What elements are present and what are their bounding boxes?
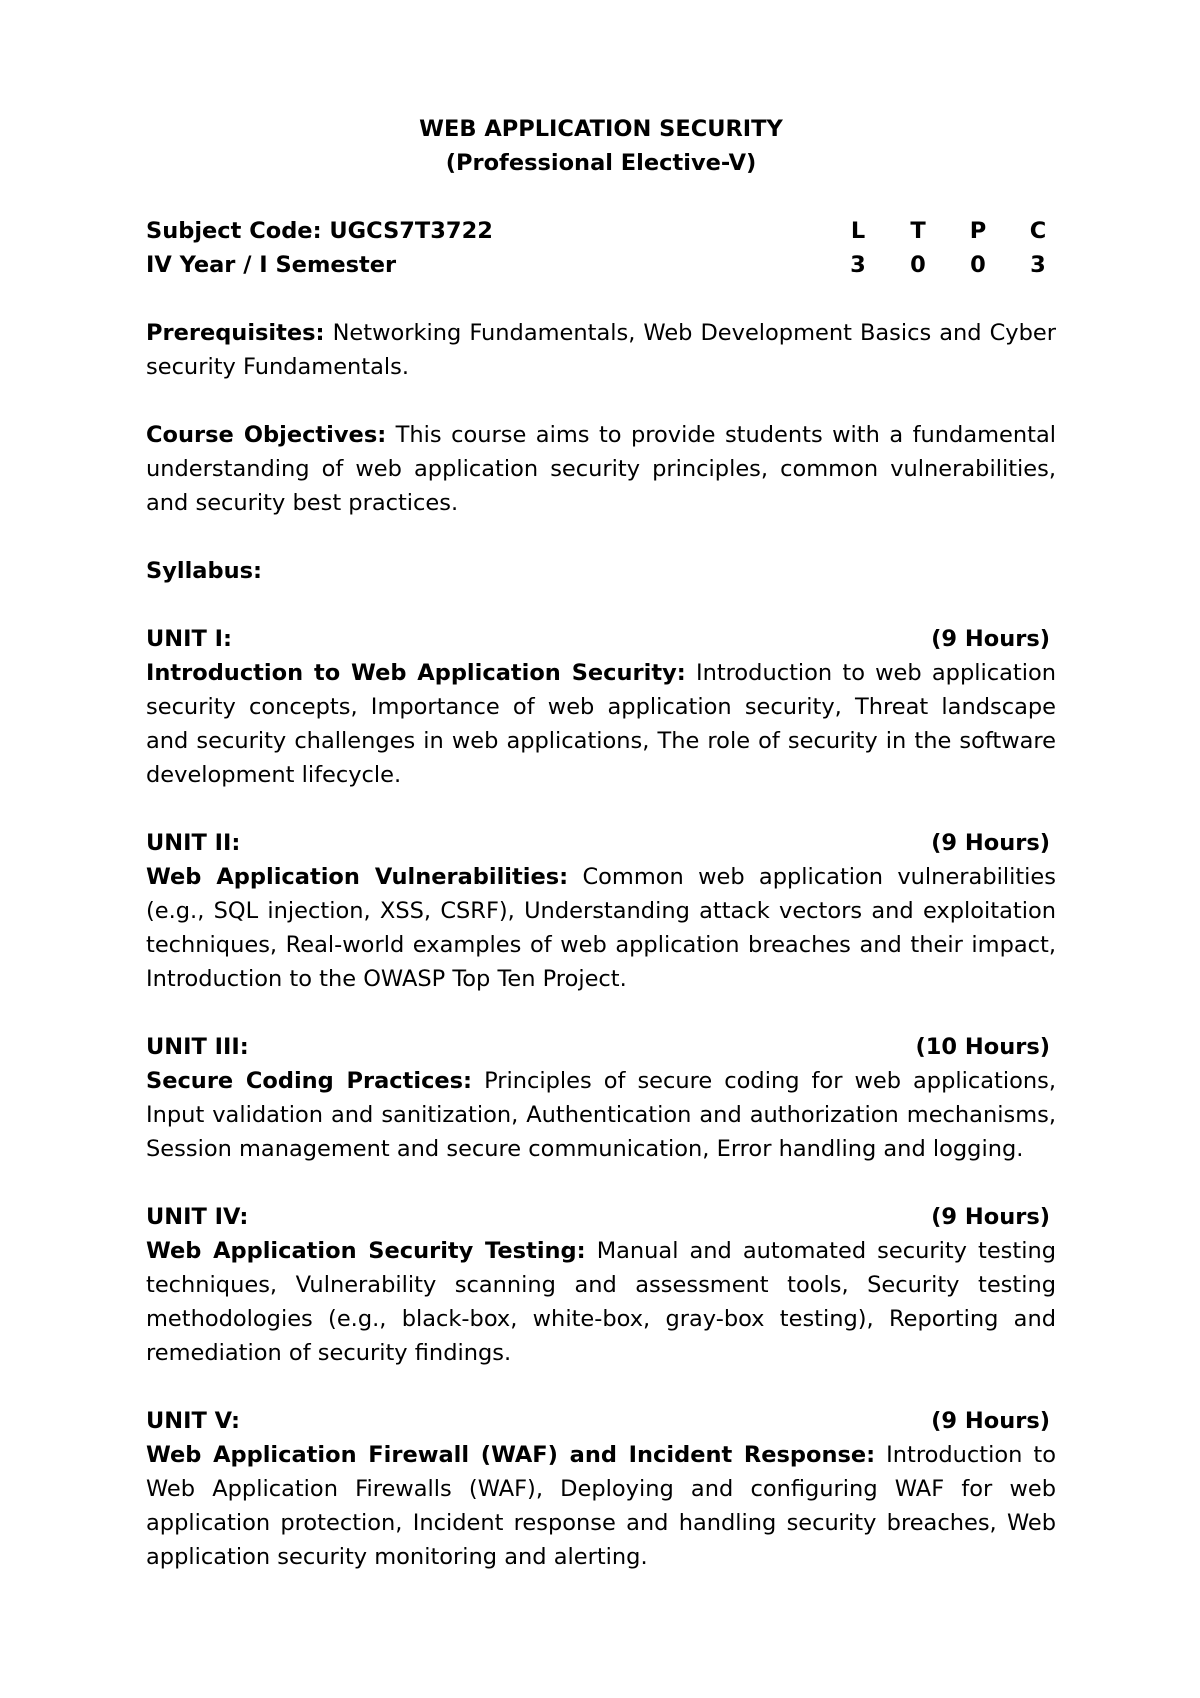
ltpc-values — [848, 248, 1048, 282]
ltpc-header-t: T — [910, 218, 926, 244]
unit-name: UNIT II: — [146, 830, 241, 856]
ltpc-header-l: L — [850, 218, 866, 244]
unit-topic: Secure Coding Practices: — [146, 1068, 473, 1094]
unit-topic: Introduction to Web Application Security: — [146, 660, 686, 686]
ltpc-header-c: C — [1029, 218, 1047, 244]
unit-section — [146, 1030, 1056, 1166]
unit-header — [146, 826, 1056, 860]
unit-section — [146, 826, 1056, 996]
unit-hours: (10 Hours) — [915, 1034, 1050, 1060]
unit-header — [146, 1404, 1056, 1438]
course-subtitle: (Professional Elective-V) — [445, 150, 757, 176]
unit-header — [146, 1030, 1056, 1064]
unit-hours: (9 Hours) — [931, 830, 1050, 856]
syllabus-heading: Syllabus: — [146, 558, 262, 584]
subject-code: Subject Code: UGCS7T3722 — [146, 218, 493, 244]
prerequisites-text: Networking Fundamentals, Web Development Basics and Cyber security Fundamentals. — [146, 320, 1056, 380]
objectives-label: Course Objectives: — [146, 422, 387, 448]
course-objectives — [146, 418, 1056, 520]
prerequisites — [146, 316, 1056, 384]
unit-topic: Web Application Vulnerabilities: — [146, 864, 569, 890]
unit-name: UNIT III: — [146, 1034, 249, 1060]
ltpc-value-t: 0 — [910, 252, 926, 278]
unit-text: Introduction to Web Application Firewalls (WAF), Deploying and configuring WAF for web application protection, Incident response and handling security breaches, Web application security monitoring and alerting. — [146, 1442, 1056, 1570]
ltpc-headers — [848, 214, 1048, 248]
syllabus-page — [146, 112, 1056, 1574]
unit-hours: (9 Hours) — [931, 1204, 1050, 1230]
unit-section — [146, 622, 1056, 792]
unit-topic: Web Application Firewall (WAF) and Incident Response: — [146, 1442, 876, 1468]
prerequisites-label: Prerequisites: — [146, 320, 325, 346]
unit-header — [146, 1200, 1056, 1234]
unit-text: Principles of secure coding for web applications, Input validation and sanitization, Authentication and authorization mechanisms, Session management and secure communication, Error handling and logging. — [146, 1068, 1056, 1162]
unit-name: UNIT I: — [146, 626, 233, 652]
year-semester-row — [146, 248, 1056, 282]
ltpc-value-l: 3 — [850, 252, 866, 278]
ltpc-header-p: P — [969, 218, 987, 244]
unit-hours: (9 Hours) — [931, 1408, 1050, 1434]
unit-text: Introduction to web application security concepts, Importance of web application security, Threat landscape and security challenges in web applications, The role of security in the software development lifecycle. — [146, 660, 1056, 788]
unit-text: Manual and automated security testing techniques, Vulnerability scanning and assessment tools, Security testing methodologies (e.g., black-box, white-box, gray-box testing), Reporting and remediation of security findings. — [146, 1238, 1056, 1366]
unit-topic: Web Application Security Testing: — [146, 1238, 586, 1264]
unit-header — [146, 622, 1056, 656]
unit-body — [146, 1064, 1056, 1166]
unit-body — [146, 1234, 1056, 1370]
unit-section — [146, 1200, 1056, 1370]
ltpc-value-p: 0 — [970, 252, 986, 278]
unit-name: UNIT V: — [146, 1408, 241, 1434]
ltpc-value-c: 3 — [1030, 252, 1046, 278]
year-semester: IV Year / I Semester — [146, 252, 397, 278]
unit-name: UNIT IV: — [146, 1204, 249, 1230]
unit-text: Common web application vulnerabilities (e.g., SQL injection, XSS, CSRF), Understanding attack vectors and exploitation techniques, Real-world examples of web application breaches and their impact, Introduction to the OWASP Top Ten Project. — [146, 864, 1056, 992]
unit-body — [146, 860, 1056, 996]
subject-code-row — [146, 214, 1056, 248]
objectives-text: This course aims to provide students with a fundamental understanding of web application security principles, common vulnerabilities, and security best practices. — [146, 422, 1056, 516]
course-title: WEB APPLICATION SECURITY — [419, 116, 783, 142]
unit-hours: (9 Hours) — [931, 626, 1050, 652]
unit-body — [146, 656, 1056, 792]
unit-section — [146, 1404, 1056, 1574]
unit-body — [146, 1438, 1056, 1574]
